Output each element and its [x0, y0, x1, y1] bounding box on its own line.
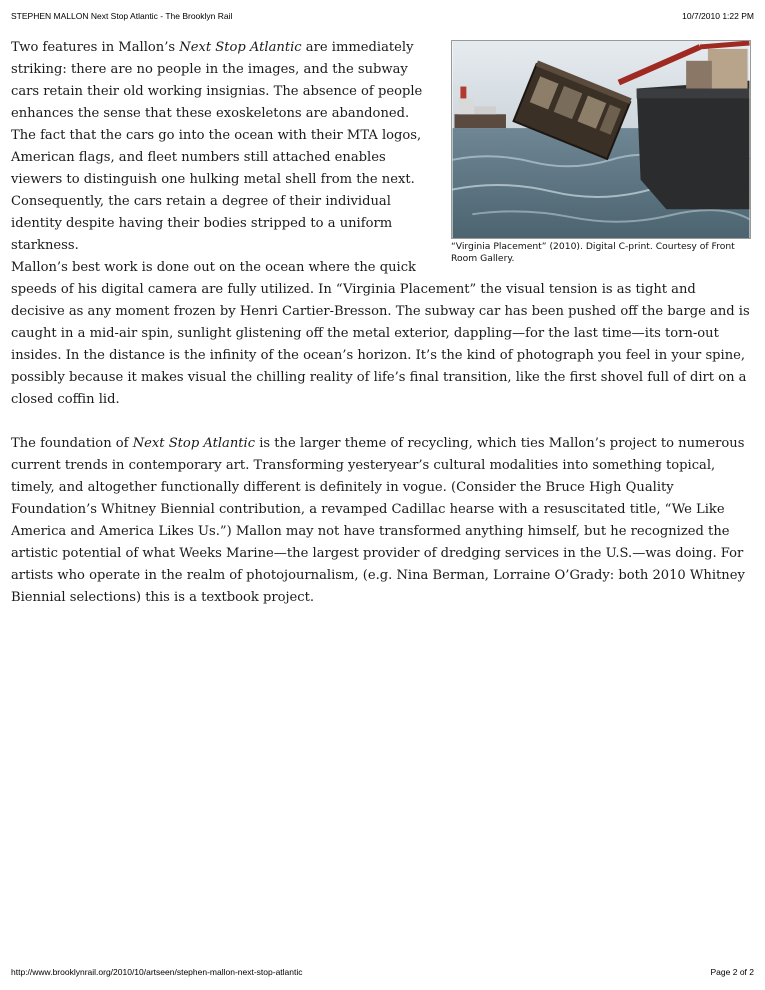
- p1-text-b: are immediately striking: there are no people in the images, and the subway cars retain their old working insignias. The absence of people enhances the sense that these exoskeletons are abandoned. The fact that the cars go into the ocean with their MTA logos, American flags, and fleet numbers still attached enables viewers to distinguish one hulking metal shell from the next. Consequently, the cars retain a degree of their individual identity despite having their bodies stripped to a uniform starkness.: [11, 40, 423, 253]
- page-footer-page-number: Page 2 of 2: [710, 967, 754, 977]
- page-footer-url: http://www.brooklynrail.org/2010/10/artseen/stephen-mallon-next-stop-atlantic: [11, 967, 303, 977]
- p1-text-a: Two features in Mallon’s: [11, 40, 180, 55]
- figure-caption: “Virginia Placement” (2010). Digital C-print. Courtesy of Front Room Gallery.: [451, 241, 735, 264]
- page-header-title: STEPHEN MALLON Next Stop Atlantic - The Brooklyn Rail: [11, 11, 233, 21]
- paragraph-2: Mallon’s best work is done out on the ocean where the quick speeds of his digital camera are fully utilized. In “Virginia Placement” the visual tension is as tight and decisive as any moment frozen by Henri Cartier-Bresson. The subway car has been pushed off the barge and is caught in a mid-air spin, sunlight glistening off the metal exterior, dappling—for the last time—its torn-out insides. In the distance is the infinity of the ocean’s horizon. It’s the kind of photograph you feel in your spine, possibly because it makes visual the chilling reality of life’s final transition, like the first shovel full of dirt on a closed coffin lid.: [11, 260, 750, 407]
- p3-text-b: is the larger theme of recycling, which ties Mallon’s project to numerous current trends in contemporary art. Transforming yesteryear’s cultural modalities into something topical, timely, and altogether functionally different is definitely in vogue. (Consider the Bruce High Quality Foundation’s Whitney Biennial contribution, a revamped Cadillac hearse with a resuscitated title, “We Like America and America Likes Us.”) Mallon may not have transformed anything himself, but he recognized the artistic potential of what Weeks Marine—the largest provider of dredging services in the U.S.—was doing. For artists who operate in the realm of photojournalism, (e.g. Nina Berman, Lorraine O’Grady: both 2010 Whitney Biennial selections) this is a textbook project.: [11, 436, 745, 605]
- article-body: [11, 37, 751, 609]
- p3-exhibition-title: Next Stop Atlantic: [132, 436, 256, 451]
- p1-exhibition-title: Next Stop Atlantic: [179, 40, 302, 55]
- subway-car-photo: [451, 40, 751, 239]
- article-figure: [451, 40, 751, 265]
- p3-text-a: The foundation of: [11, 436, 133, 451]
- paragraph-3: [11, 433, 751, 609]
- page-header-datetime: 10/7/2010 1:22 PM: [682, 11, 754, 21]
